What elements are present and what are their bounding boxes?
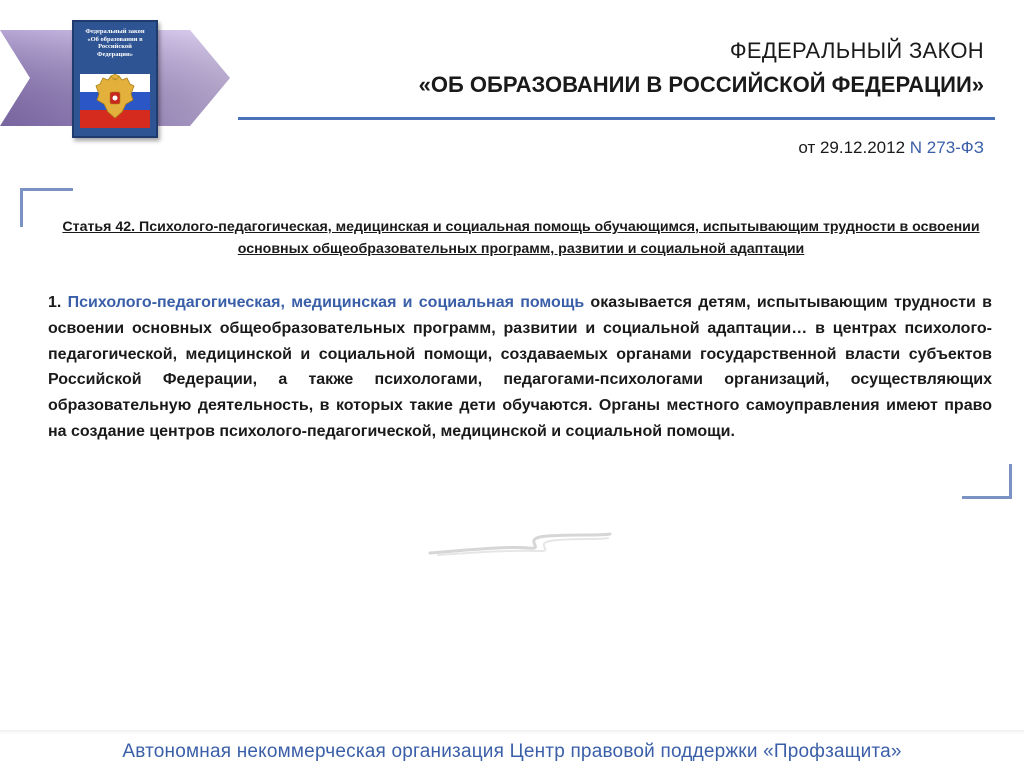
law-date-prefix: от 29.12.2012 — [798, 138, 906, 157]
law-date — [798, 138, 984, 158]
article-body-text: оказывается детям, испытывающим трудности в освоении основных общеобразовательных программ, развитии и социальной адаптации… в центрах психолого-педагогической, медицинской и социальной помощи, создаваемых органами государственной власти субъектов Российской Федерации, а также психологами, педагогами-психологами организаций, осуществляющих образовательную деятельность, в которых такие дети обучаются. Органы местного самоуправления имеют право на создание центров психолого-педагогической, медицинской и социальной помощи. — [48, 294, 992, 440]
double-headed-eagle-icon — [94, 74, 136, 120]
article-body — [48, 290, 992, 445]
article-heading: Статья 42. Психолого-педагогическая, медицинская и социальная помощь обучающимся, испытывающим трудности в освоении основных общеобразовательных программ, развитии и социальной адаптации — [62, 219, 980, 257]
corner-bracket-bottom-right — [962, 464, 1012, 499]
page-title-line2: «ОБ ОБРАЗОВАНИИ В РОССИЙСКОЙ ФЕДЕРАЦИИ» — [418, 72, 984, 97]
footer-shade — [0, 730, 1024, 734]
article-body-prefix: 1. — [48, 294, 68, 311]
article-body-highlight: Психолого-педагогическая, медицинская и социальная помощь — [67, 294, 585, 311]
squiggle-mark-icon — [428, 528, 612, 558]
page-title-line1: ФЕДЕРАЛЬНЫЙ ЗАКОН — [729, 38, 984, 63]
law-number: N 273-ФЗ — [909, 138, 984, 157]
law-booklet — [72, 20, 158, 138]
title-divider — [238, 117, 995, 120]
booklet-label: Федеральный закон «Об образовании в Российской Федерации» — [85, 28, 145, 58]
footer-text: Автономная некоммерческая организация Центр правовой поддержки «Профзащита» — [122, 741, 902, 762]
